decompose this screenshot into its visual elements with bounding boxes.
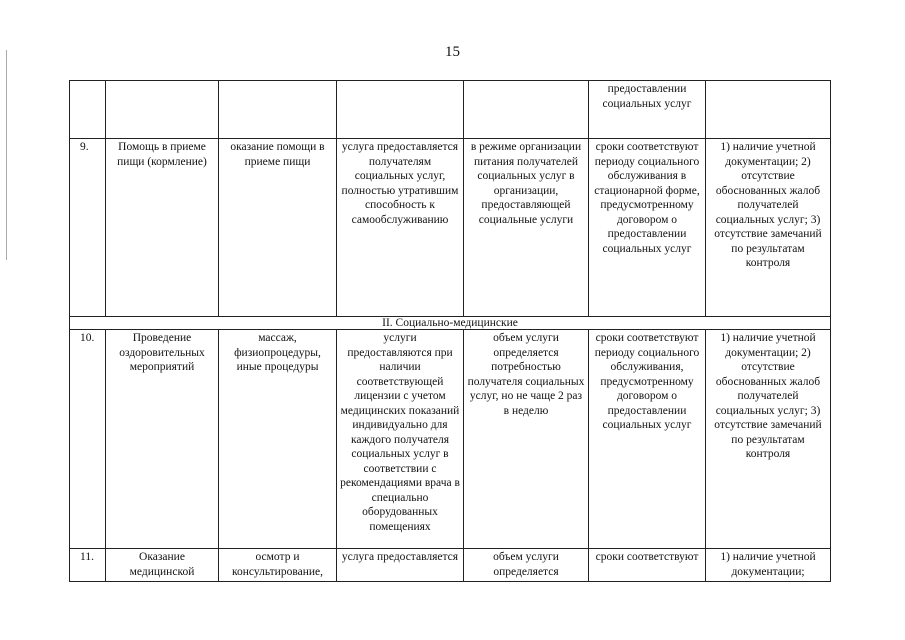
cell-volume: объем услуги определяется — [464, 549, 589, 582]
page-number: 15 — [445, 44, 460, 60]
cell-service-content — [219, 81, 337, 139]
table-row — [70, 330, 831, 549]
cell-term: сроки соответствуют — [589, 549, 706, 582]
cell-service-content: оказание помощи в приеме пищи — [219, 139, 337, 317]
cell-service-name: Проведение оздоровительных мероприятий — [106, 330, 219, 549]
services-table — [69, 80, 831, 582]
cell-conditions: услуга предоставляется получателям социальных услуг, полностью утратившим способность к самообслуживанию — [337, 139, 464, 317]
cell-volume: объем услуги определяется потребностью получателя социальных услуг, но не чаще 2 раз в неделю — [464, 330, 589, 549]
cell-quality: 1) наличие учетной документации; 2) отсутствие обоснованных жалоб получателей социальных услуг; 3) отсутствие замечаний по результатам контроля — [706, 330, 831, 549]
cell-service-name: Оказание медицинской — [106, 549, 219, 582]
cell-number — [70, 81, 106, 139]
cell-number: 9. — [70, 139, 106, 317]
cell-service-name — [106, 81, 219, 139]
cell-conditions: услуги предоставляются при наличии соответствующей лицензии с учетом медицинских показаний индивидуально для каждого получателя социальных услуг в соответствии с рекомендациями врача в специально оборудованных помещениях — [337, 330, 464, 549]
section-row — [70, 317, 831, 330]
cell-quality: 1) наличие учетной документации; 2) отсутствие обоснованных жалоб получателей социальных услуг; 3) отсутствие замечаний по результатам контроля — [706, 139, 831, 317]
cell-term: предоставлении социальных услуг — [589, 81, 706, 139]
cell-service-name: Помощь в приеме пищи (кормление) — [106, 139, 219, 317]
table-row — [70, 81, 831, 139]
cell-volume: в режиме организации питания получателей социальных услуг в организации, предоставляющей социальные услуги — [464, 139, 589, 317]
cell-service-content: осмотр и консультирование, — [219, 549, 337, 582]
cell-quality — [706, 81, 831, 139]
cell-conditions — [337, 81, 464, 139]
cell-number: 11. — [70, 549, 106, 582]
cell-term: сроки соответствуют периоду социального обслуживания в стационарной форме, предусмотренному договором о предоставлении социальных услуг — [589, 139, 706, 317]
cell-volume — [464, 81, 589, 139]
cell-number: 10. — [70, 330, 106, 549]
table-row — [70, 549, 831, 582]
section-title: II. Социально-медицинские — [70, 317, 831, 330]
scan-edge-line — [6, 50, 7, 260]
cell-conditions: услуга предоставляется — [337, 549, 464, 582]
cell-quality: 1) наличие учетной документации; — [706, 549, 831, 582]
cell-term: сроки соответствуют периоду социального обслуживания, предусмотренному договором о предоставлении социальных услуг — [589, 330, 706, 549]
cell-service-content: массаж, физиопроцедуры, иные процедуры — [219, 330, 337, 549]
table-row — [70, 139, 831, 317]
